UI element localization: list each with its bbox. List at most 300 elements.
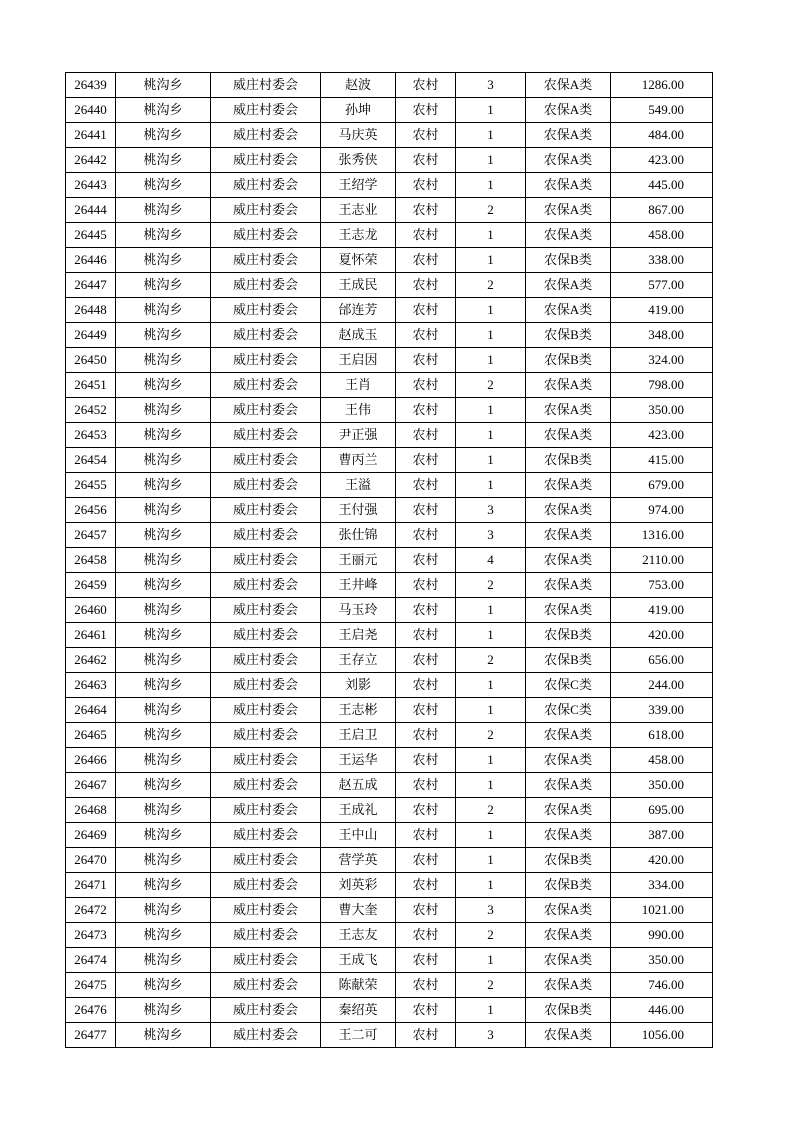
cell-person-name: 王志龙 [321, 223, 396, 248]
cell-amount: 1056.00 [611, 1023, 713, 1048]
cell-village: 威庄村委会 [211, 373, 321, 398]
cell-row-id: 26463 [66, 673, 116, 698]
cell-row-id: 26456 [66, 498, 116, 523]
cell-insurance-category: 农保A类 [526, 823, 611, 848]
table-row [66, 823, 713, 848]
cell-insurance-category: 农保A类 [526, 773, 611, 798]
cell-village: 威庄村委会 [211, 598, 321, 623]
cell-village: 威庄村委会 [211, 848, 321, 873]
cell-village: 威庄村委会 [211, 423, 321, 448]
cell-village: 威庄村委会 [211, 123, 321, 148]
cell-village: 威庄村委会 [211, 923, 321, 948]
cell-township: 桃沟乡 [116, 298, 211, 323]
cell-village: 威庄村委会 [211, 898, 321, 923]
cell-township: 桃沟乡 [116, 748, 211, 773]
cell-person-name: 刘影 [321, 673, 396, 698]
cell-amount: 1021.00 [611, 898, 713, 923]
cell-residence-type: 农村 [396, 898, 456, 923]
cell-insurance-category: 农保C类 [526, 698, 611, 723]
cell-person-name: 王丽元 [321, 548, 396, 573]
cell-row-id: 26476 [66, 998, 116, 1023]
cell-village: 威庄村委会 [211, 173, 321, 198]
cell-township: 桃沟乡 [116, 123, 211, 148]
table-row [66, 723, 713, 748]
table-row [66, 748, 713, 773]
cell-village: 威庄村委会 [211, 273, 321, 298]
table-row [66, 923, 713, 948]
table-row [66, 498, 713, 523]
table-row [66, 848, 713, 873]
cell-village: 威庄村委会 [211, 723, 321, 748]
cell-township: 桃沟乡 [116, 373, 211, 398]
cell-residence-type: 农村 [396, 448, 456, 473]
cell-residence-type: 农村 [396, 423, 456, 448]
cell-row-id: 26451 [66, 373, 116, 398]
cell-township: 桃沟乡 [116, 873, 211, 898]
cell-insurance-category: 农保A类 [526, 898, 611, 923]
cell-row-id: 26439 [66, 73, 116, 98]
cell-amount: 324.00 [611, 348, 713, 373]
cell-township: 桃沟乡 [116, 323, 211, 348]
cell-person-name: 王成礼 [321, 798, 396, 823]
cell-insurance-category: 农保A类 [526, 923, 611, 948]
cell-person-name: 张仕锦 [321, 523, 396, 548]
table-row [66, 448, 713, 473]
cell-village: 威庄村委会 [211, 298, 321, 323]
cell-insurance-category: 农保A类 [526, 548, 611, 573]
cell-person-count: 3 [456, 1023, 526, 1048]
cell-township: 桃沟乡 [116, 198, 211, 223]
cell-insurance-category: 农保A类 [526, 723, 611, 748]
cell-amount: 350.00 [611, 948, 713, 973]
cell-person-name: 王启因 [321, 348, 396, 373]
cell-amount: 350.00 [611, 773, 713, 798]
cell-person-count: 1 [456, 398, 526, 423]
table-row [66, 223, 713, 248]
cell-village: 威庄村委会 [211, 198, 321, 223]
cell-township: 桃沟乡 [116, 273, 211, 298]
cell-amount: 350.00 [611, 398, 713, 423]
cell-person-count: 2 [456, 973, 526, 998]
table-row [66, 248, 713, 273]
cell-village: 威庄村委会 [211, 698, 321, 723]
cell-person-count: 2 [456, 373, 526, 398]
cell-village: 威庄村委会 [211, 1023, 321, 1048]
cell-insurance-category: 农保A类 [526, 573, 611, 598]
cell-amount: 348.00 [611, 323, 713, 348]
cell-insurance-category: 农保A类 [526, 223, 611, 248]
cell-person-count: 3 [456, 498, 526, 523]
cell-person-count: 1 [456, 673, 526, 698]
table-row [66, 673, 713, 698]
cell-village: 威庄村委会 [211, 148, 321, 173]
cell-village: 威庄村委会 [211, 673, 321, 698]
cell-residence-type: 农村 [396, 573, 456, 598]
cell-row-id: 26453 [66, 423, 116, 448]
cell-amount: 577.00 [611, 273, 713, 298]
cell-township: 桃沟乡 [116, 148, 211, 173]
cell-village: 威庄村委会 [211, 973, 321, 998]
cell-village: 威庄村委会 [211, 948, 321, 973]
cell-residence-type: 农村 [396, 323, 456, 348]
cell-person-name: 王二可 [321, 1023, 396, 1048]
cell-township: 桃沟乡 [116, 598, 211, 623]
cell-residence-type: 农村 [396, 848, 456, 873]
cell-amount: 338.00 [611, 248, 713, 273]
table-row [66, 998, 713, 1023]
table-row [66, 598, 713, 623]
table-row [66, 473, 713, 498]
cell-village: 威庄村委会 [211, 398, 321, 423]
cell-person-name: 王伟 [321, 398, 396, 423]
cell-residence-type: 农村 [396, 698, 456, 723]
cell-township: 桃沟乡 [116, 648, 211, 673]
table-row [66, 273, 713, 298]
cell-person-count: 2 [456, 723, 526, 748]
cell-township: 桃沟乡 [116, 448, 211, 473]
cell-person-name: 王绍学 [321, 173, 396, 198]
table-row [66, 123, 713, 148]
cell-insurance-category: 农保A类 [526, 598, 611, 623]
cell-person-name: 秦绍英 [321, 998, 396, 1023]
cell-residence-type: 农村 [396, 873, 456, 898]
cell-person-name: 王井峰 [321, 573, 396, 598]
cell-insurance-category: 农保A类 [526, 973, 611, 998]
cell-amount: 1286.00 [611, 73, 713, 98]
cell-residence-type: 农村 [396, 548, 456, 573]
cell-amount: 445.00 [611, 173, 713, 198]
table-row [66, 73, 713, 98]
cell-person-count: 1 [456, 323, 526, 348]
cell-person-name: 王志友 [321, 923, 396, 948]
cell-amount: 420.00 [611, 848, 713, 873]
cell-amount: 753.00 [611, 573, 713, 598]
cell-person-name: 刘英彩 [321, 873, 396, 898]
cell-township: 桃沟乡 [116, 798, 211, 823]
cell-township: 桃沟乡 [116, 348, 211, 373]
cell-person-count: 2 [456, 573, 526, 598]
cell-row-id: 26449 [66, 323, 116, 348]
cell-village: 威庄村委会 [211, 98, 321, 123]
cell-residence-type: 农村 [396, 73, 456, 98]
cell-amount: 656.00 [611, 648, 713, 673]
cell-person-count: 1 [456, 698, 526, 723]
cell-person-count: 1 [456, 873, 526, 898]
cell-person-count: 1 [456, 223, 526, 248]
cell-person-count: 1 [456, 123, 526, 148]
cell-row-id: 26470 [66, 848, 116, 873]
cell-person-name: 王志彬 [321, 698, 396, 723]
cell-residence-type: 农村 [396, 773, 456, 798]
cell-person-name: 王运华 [321, 748, 396, 773]
cell-township: 桃沟乡 [116, 998, 211, 1023]
cell-amount: 990.00 [611, 923, 713, 948]
cell-amount: 387.00 [611, 823, 713, 848]
cell-row-id: 26444 [66, 198, 116, 223]
cell-residence-type: 农村 [396, 673, 456, 698]
cell-person-name: 孙坤 [321, 98, 396, 123]
table-row [66, 523, 713, 548]
cell-residence-type: 农村 [396, 173, 456, 198]
cell-insurance-category: 农保A类 [526, 473, 611, 498]
cell-insurance-category: 农保B类 [526, 648, 611, 673]
cell-residence-type: 农村 [396, 373, 456, 398]
cell-person-name: 王溢 [321, 473, 396, 498]
cell-insurance-category: 农保A类 [526, 148, 611, 173]
cell-insurance-category: 农保B类 [526, 623, 611, 648]
cell-person-count: 1 [456, 248, 526, 273]
cell-township: 桃沟乡 [116, 623, 211, 648]
cell-row-id: 26448 [66, 298, 116, 323]
table-row [66, 98, 713, 123]
cell-row-id: 26467 [66, 773, 116, 798]
cell-row-id: 26461 [66, 623, 116, 648]
cell-amount: 458.00 [611, 748, 713, 773]
cell-amount: 618.00 [611, 723, 713, 748]
cell-village: 威庄村委会 [211, 823, 321, 848]
cell-person-count: 1 [456, 473, 526, 498]
cell-insurance-category: 农保B类 [526, 348, 611, 373]
cell-person-name: 邰连芳 [321, 298, 396, 323]
cell-residence-type: 农村 [396, 348, 456, 373]
table-row [66, 648, 713, 673]
cell-village: 威庄村委会 [211, 998, 321, 1023]
table-row [66, 173, 713, 198]
cell-township: 桃沟乡 [116, 573, 211, 598]
cell-residence-type: 农村 [396, 198, 456, 223]
cell-row-id: 26462 [66, 648, 116, 673]
cell-township: 桃沟乡 [116, 973, 211, 998]
cell-insurance-category: 农保A类 [526, 423, 611, 448]
cell-person-count: 1 [456, 173, 526, 198]
cell-row-id: 26466 [66, 748, 116, 773]
cell-residence-type: 农村 [396, 398, 456, 423]
cell-row-id: 26455 [66, 473, 116, 498]
table-row [66, 698, 713, 723]
table-row [66, 398, 713, 423]
table-row [66, 898, 713, 923]
cell-person-name: 曹丙兰 [321, 448, 396, 473]
table-row [66, 948, 713, 973]
table-row [66, 573, 713, 598]
cell-row-id: 26447 [66, 273, 116, 298]
cell-village: 威庄村委会 [211, 498, 321, 523]
cell-person-name: 赵成玉 [321, 323, 396, 348]
cell-person-name: 王启卫 [321, 723, 396, 748]
table-row [66, 623, 713, 648]
cell-insurance-category: 农保A类 [526, 948, 611, 973]
cell-insurance-category: 农保A类 [526, 498, 611, 523]
cell-amount: 974.00 [611, 498, 713, 523]
cell-amount: 458.00 [611, 223, 713, 248]
cell-residence-type: 农村 [396, 598, 456, 623]
cell-person-count: 2 [456, 648, 526, 673]
cell-row-id: 26445 [66, 223, 116, 248]
cell-row-id: 26443 [66, 173, 116, 198]
cell-residence-type: 农村 [396, 998, 456, 1023]
cell-insurance-category: 农保A类 [526, 523, 611, 548]
cell-row-id: 26442 [66, 148, 116, 173]
cell-township: 桃沟乡 [116, 698, 211, 723]
cell-village: 威庄村委会 [211, 548, 321, 573]
cell-row-id: 26459 [66, 573, 116, 598]
cell-insurance-category: 农保A类 [526, 1023, 611, 1048]
cell-row-id: 26441 [66, 123, 116, 148]
cell-insurance-category: 农保A类 [526, 173, 611, 198]
cell-amount: 420.00 [611, 623, 713, 648]
table-row [66, 873, 713, 898]
cell-amount: 419.00 [611, 598, 713, 623]
cell-residence-type: 农村 [396, 723, 456, 748]
cell-residence-type: 农村 [396, 223, 456, 248]
cell-residence-type: 农村 [396, 273, 456, 298]
cell-residence-type: 农村 [396, 798, 456, 823]
cell-insurance-category: 农保B类 [526, 848, 611, 873]
cell-insurance-category: 农保B类 [526, 448, 611, 473]
cell-row-id: 26457 [66, 523, 116, 548]
cell-residence-type: 农村 [396, 748, 456, 773]
table-row [66, 148, 713, 173]
cell-row-id: 26446 [66, 248, 116, 273]
cell-residence-type: 农村 [396, 923, 456, 948]
cell-township: 桃沟乡 [116, 73, 211, 98]
cell-amount: 1316.00 [611, 523, 713, 548]
cell-person-count: 1 [456, 748, 526, 773]
cell-amount: 679.00 [611, 473, 713, 498]
table-row [66, 373, 713, 398]
cell-person-count: 2 [456, 198, 526, 223]
cell-township: 桃沟乡 [116, 223, 211, 248]
cell-row-id: 26440 [66, 98, 116, 123]
cell-row-id: 26472 [66, 898, 116, 923]
cell-amount: 484.00 [611, 123, 713, 148]
cell-person-count: 2 [456, 798, 526, 823]
cell-amount: 334.00 [611, 873, 713, 898]
cell-person-name: 赵波 [321, 73, 396, 98]
cell-person-count: 1 [456, 773, 526, 798]
cell-person-name: 曹大奎 [321, 898, 396, 923]
table-row [66, 973, 713, 998]
cell-residence-type: 农村 [396, 623, 456, 648]
cell-township: 桃沟乡 [116, 423, 211, 448]
cell-residence-type: 农村 [396, 498, 456, 523]
cell-row-id: 26458 [66, 548, 116, 573]
cell-residence-type: 农村 [396, 123, 456, 148]
cell-insurance-category: 农保A类 [526, 98, 611, 123]
table-row [66, 348, 713, 373]
cell-insurance-category: 农保B类 [526, 323, 611, 348]
cell-row-id: 26452 [66, 398, 116, 423]
cell-residence-type: 农村 [396, 973, 456, 998]
cell-person-name: 王付强 [321, 498, 396, 523]
cell-person-count: 1 [456, 823, 526, 848]
cell-amount: 867.00 [611, 198, 713, 223]
cell-residence-type: 农村 [396, 298, 456, 323]
cell-row-id: 26450 [66, 348, 116, 373]
table-row [66, 1023, 713, 1048]
cell-insurance-category: 农保C类 [526, 673, 611, 698]
cell-row-id: 26477 [66, 1023, 116, 1048]
cell-row-id: 26460 [66, 598, 116, 623]
cell-village: 威庄村委会 [211, 623, 321, 648]
cell-person-count: 4 [456, 548, 526, 573]
table-row [66, 298, 713, 323]
cell-insurance-category: 农保A类 [526, 123, 611, 148]
cell-township: 桃沟乡 [116, 473, 211, 498]
cell-person-name: 王肖 [321, 373, 396, 398]
cell-person-count: 1 [456, 598, 526, 623]
cell-row-id: 26474 [66, 948, 116, 973]
cell-row-id: 26469 [66, 823, 116, 848]
cell-insurance-category: 农保B类 [526, 998, 611, 1023]
cell-person-count: 3 [456, 898, 526, 923]
cell-person-name: 营学英 [321, 848, 396, 873]
cell-person-count: 1 [456, 98, 526, 123]
cell-village: 威庄村委会 [211, 798, 321, 823]
cell-person-count: 2 [456, 923, 526, 948]
cell-village: 威庄村委会 [211, 248, 321, 273]
cell-village: 威庄村委会 [211, 873, 321, 898]
cell-township: 桃沟乡 [116, 248, 211, 273]
cell-person-count: 1 [456, 623, 526, 648]
cell-person-name: 陈献荣 [321, 973, 396, 998]
cell-person-count: 1 [456, 848, 526, 873]
cell-amount: 423.00 [611, 148, 713, 173]
cell-township: 桃沟乡 [116, 848, 211, 873]
cell-row-id: 26468 [66, 798, 116, 823]
cell-person-name: 马庆英 [321, 123, 396, 148]
cell-residence-type: 农村 [396, 248, 456, 273]
cell-residence-type: 农村 [396, 1023, 456, 1048]
cell-village: 威庄村委会 [211, 473, 321, 498]
cell-person-name: 尹正强 [321, 423, 396, 448]
cell-amount: 746.00 [611, 973, 713, 998]
cell-person-count: 2 [456, 273, 526, 298]
cell-village: 威庄村委会 [211, 448, 321, 473]
table-row [66, 798, 713, 823]
cell-township: 桃沟乡 [116, 948, 211, 973]
cell-person-name: 王存立 [321, 648, 396, 673]
cell-amount: 415.00 [611, 448, 713, 473]
cell-person-name: 王志业 [321, 198, 396, 223]
table-row [66, 198, 713, 223]
cell-row-id: 26464 [66, 698, 116, 723]
cell-amount: 339.00 [611, 698, 713, 723]
cell-person-count: 3 [456, 523, 526, 548]
cell-township: 桃沟乡 [116, 923, 211, 948]
cell-village: 威庄村委会 [211, 773, 321, 798]
cell-person-name: 王成飞 [321, 948, 396, 973]
cell-township: 桃沟乡 [116, 523, 211, 548]
cell-insurance-category: 农保B类 [526, 873, 611, 898]
cell-amount: 446.00 [611, 998, 713, 1023]
cell-insurance-category: 农保B类 [526, 248, 611, 273]
cell-insurance-category: 农保A类 [526, 273, 611, 298]
cell-insurance-category: 农保A类 [526, 198, 611, 223]
cell-amount: 549.00 [611, 98, 713, 123]
cell-row-id: 26465 [66, 723, 116, 748]
cell-township: 桃沟乡 [116, 398, 211, 423]
cell-amount: 2110.00 [611, 548, 713, 573]
table-row [66, 323, 713, 348]
cell-person-count: 1 [456, 348, 526, 373]
cell-township: 桃沟乡 [116, 1023, 211, 1048]
cell-amount: 798.00 [611, 373, 713, 398]
cell-amount: 419.00 [611, 298, 713, 323]
cell-township: 桃沟乡 [116, 498, 211, 523]
cell-township: 桃沟乡 [116, 98, 211, 123]
cell-row-id: 26454 [66, 448, 116, 473]
